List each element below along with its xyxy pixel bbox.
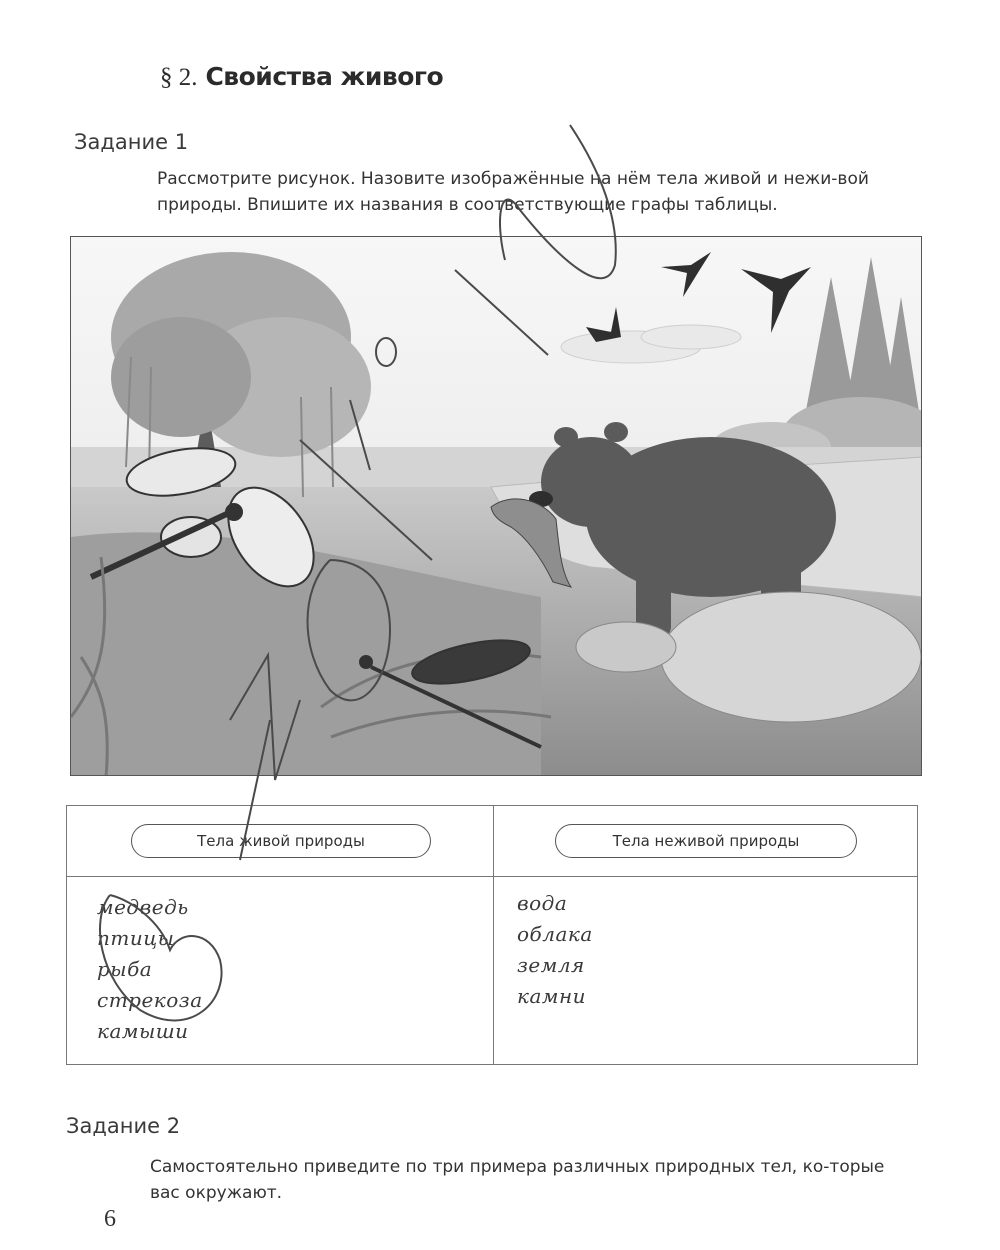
living-entry: медведь bbox=[97, 895, 189, 919]
nonliving-entry: облака bbox=[517, 922, 593, 946]
page-number: 6 bbox=[104, 1206, 116, 1232]
section-name: Свойства живого bbox=[205, 62, 444, 91]
nonliving-entry: земля bbox=[517, 953, 585, 977]
section-symbol: § 2. bbox=[160, 64, 198, 91]
task1-heading: Задание 1 bbox=[74, 130, 189, 154]
table-divider-horizontal bbox=[67, 876, 917, 877]
answer-table bbox=[66, 805, 918, 1065]
task2-instructions: Самостоятельно приведите по три примера различных природных тел, ко-торые вас окружают. bbox=[150, 1157, 885, 1203]
nature-illustration bbox=[70, 236, 922, 776]
nonliving-nature-header: Тела неживой природы bbox=[555, 824, 857, 858]
illustration-drawing bbox=[71, 237, 922, 776]
living-entries-list bbox=[97, 892, 203, 1047]
living-entry: стрекоза bbox=[97, 988, 203, 1012]
living-entry: рыба bbox=[97, 957, 153, 981]
table-divider-vertical bbox=[493, 806, 494, 1064]
nonliving-entry: вода bbox=[517, 891, 568, 915]
living-entry: птицы bbox=[97, 926, 175, 950]
living-entry: камыши bbox=[97, 1019, 189, 1043]
nonliving-entries-list bbox=[517, 888, 593, 1012]
task2-heading: Задание 2 bbox=[66, 1114, 181, 1138]
living-nature-header: Тела живой природы bbox=[131, 824, 431, 858]
task1-instructions: Рассмотрите рисунок. Назовите изображённые на нём тела живой и нежи-вой природы. Впишите их названия в соответствующие графы таблицы. bbox=[157, 169, 869, 215]
section-title bbox=[160, 62, 443, 92]
nonliving-entry: камни bbox=[517, 984, 587, 1008]
